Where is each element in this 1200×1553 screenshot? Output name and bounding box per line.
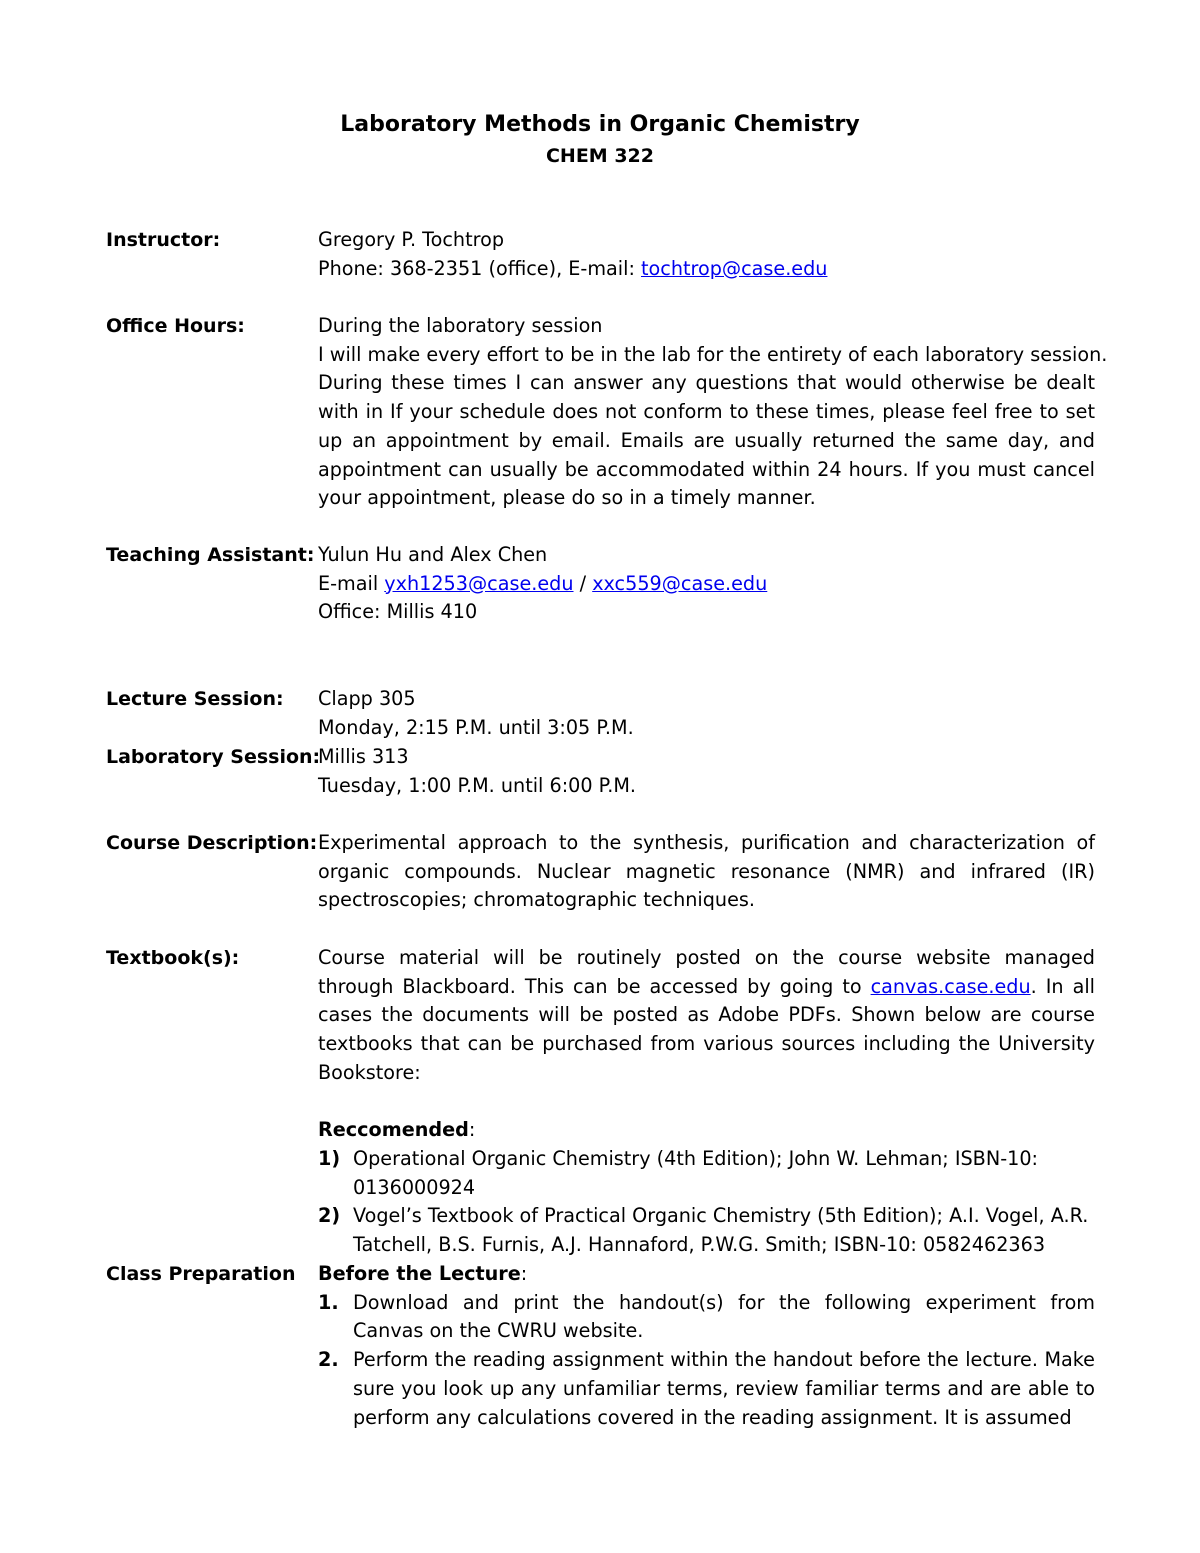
list-item-number: 1. xyxy=(318,1290,339,1314)
before-lecture-colon: : xyxy=(520,1262,528,1285)
course-description-section xyxy=(318,829,1095,915)
ta-email-link-1[interactable]: yxh1253@case.edu xyxy=(384,571,574,595)
instructor-phone: Phone: 368-2351 (office), E-mail: xyxy=(318,256,642,280)
ta-email-separator: / xyxy=(573,571,593,595)
lecture-session-label: Lecture Session: xyxy=(106,688,284,710)
list-item-text: Perform the reading assignment within the handout before the lecture. Make sure you look up any unfamiliar terms, review familiar terms and are able to perform any calculations covered in the reading assignment. It is assumed xyxy=(353,1348,1095,1429)
office-hours-label: Office Hours: xyxy=(106,315,245,337)
course-description-text: Experimental approach to the synthesis, purification and characterization of organic compounds. Nuclear magnetic resonance (NMR) and infrared (IR) spectroscopies; chromatographic techniques. xyxy=(318,831,1095,912)
ta-email-prefix: E-mail xyxy=(318,571,385,595)
teaching-assistant-section xyxy=(318,541,1095,627)
recommended-colon: : xyxy=(468,1118,476,1142)
preparation-list xyxy=(318,1289,1095,1433)
laboratory-session-section xyxy=(318,743,1095,800)
instructor-email-link[interactable]: tochtrop@case.edu xyxy=(641,256,828,280)
laboratory-time: Tuesday, 1:00 P.M. until 6:00 P.M. xyxy=(318,773,637,797)
textbooks-paragraph xyxy=(318,944,1095,1088)
textbooks-text-after: . In all cases the documents will be posted as Adobe PDFs. Shown below are course textbooks that can be purchased from various sources including the University Bookstore: xyxy=(318,974,1095,1084)
before-lecture-heading-line xyxy=(318,1260,1095,1289)
lecture-room: Clapp 305 xyxy=(318,687,416,710)
office-hours-section xyxy=(318,312,1108,513)
list-item xyxy=(318,1145,1095,1202)
office-hours-paragraph: During these times I can answer any questions that would otherwise be dealt with in If your schedule does not conform to these times, please feel free to set up an appointment by email. Emails are usually returned the same day, and appointment can usually be accommodated within 24 hours. If you must cancel your appointment, please do so in a timely manner. xyxy=(318,371,1095,510)
list-item-text: Download and print the handout(s) for the following experiment from Canvas on the CWRU website. xyxy=(353,1290,1095,1343)
office-hours-line1: During the laboratory session xyxy=(318,314,603,337)
recommended-heading: Reccomended xyxy=(318,1118,469,1142)
textbooks-label: Textbook(s): xyxy=(106,947,240,969)
office-hours-line2: I will make every effort to be in the lab for the entirety of each laboratory session. xyxy=(318,342,1108,366)
list-item xyxy=(318,1202,1095,1259)
before-lecture-heading: Before the Lecture xyxy=(318,1262,521,1285)
ta-email-link-2[interactable]: xxc559@case.edu xyxy=(592,571,768,595)
list-item-number: 2) xyxy=(318,1204,341,1228)
laboratory-session-label: Laboratory Session: xyxy=(106,746,321,768)
list-item-text: Operational Organic Chemistry (4th Edition); John W. Lehman; ISBN-10: 0136000924 xyxy=(353,1146,1039,1199)
page-title: Laboratory Methods in Organic Chemistry xyxy=(340,112,860,137)
list-item xyxy=(318,1346,1095,1432)
course-code: CHEM 322 xyxy=(545,145,654,167)
teaching-assistant-label: Teaching Assistant: xyxy=(106,544,315,566)
recommended-list xyxy=(318,1145,1095,1260)
class-preparation-label: Class Preparation xyxy=(106,1263,296,1285)
ta-names: Yulun Hu and Alex Chen xyxy=(318,543,548,566)
ta-office: Office: Millis 410 xyxy=(318,600,478,624)
instructor-contact xyxy=(318,255,1095,284)
lecture-session-section xyxy=(318,685,1095,742)
laboratory-room: Millis 313 xyxy=(318,745,409,768)
list-item-number: 2. xyxy=(318,1348,339,1372)
class-preparation-section xyxy=(318,1260,1095,1432)
list-item-text: Vogel’s Textbook of Practical Organic Chemistry (5th Edition); A.I. Vogel, A.R. Tatchell, B.S. Furnis, A.J. Hannaford, P.W.G. Smith; ISBN-10: 0582462363 xyxy=(353,1204,1089,1257)
recommended-heading-line xyxy=(318,1116,1095,1145)
course-description-label: Course Description: xyxy=(106,832,318,854)
ta-emails xyxy=(318,570,1095,599)
instructor-label: Instructor: xyxy=(106,229,221,251)
instructor-section xyxy=(318,226,1095,283)
canvas-link[interactable]: canvas.case.edu xyxy=(870,974,1031,998)
lecture-time: Monday, 2:15 P.M. until 3:05 P.M. xyxy=(318,715,634,739)
list-item xyxy=(318,1289,1095,1346)
instructor-name: Gregory P. Tochtrop xyxy=(318,228,504,251)
textbooks-text-before: Course material will be routinely posted on the course website managed through Blackboard. This can be accessed by going to xyxy=(318,946,1095,998)
list-item-number: 1) xyxy=(318,1146,341,1170)
textbooks-section xyxy=(318,944,1095,1260)
